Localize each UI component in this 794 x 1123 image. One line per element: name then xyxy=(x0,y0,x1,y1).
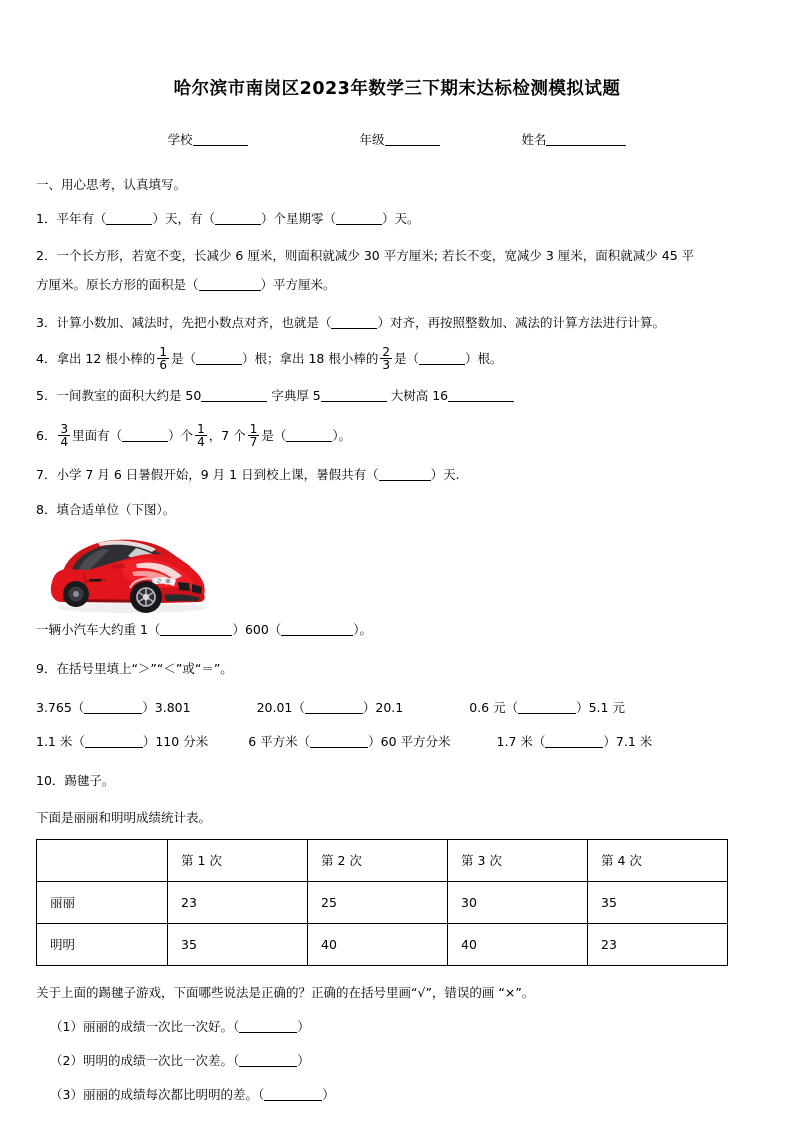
q8-text: 填合适单位（下图）。 xyxy=(56,501,176,517)
q9-blank-3[interactable] xyxy=(518,701,576,715)
q2-line-1: 一个长方形，若宽不变，长减少 6 厘米，则面积就减少 30 平方厘米; 若长不变，宽减少 3 厘米，面积就减少 45 平 xyxy=(56,248,695,264)
header-fields xyxy=(36,130,758,148)
q10-subquestion-2 xyxy=(36,1051,758,1069)
q6-text-5: ）。 xyxy=(332,427,352,443)
q9-blank-2[interactable] xyxy=(305,701,363,715)
sub3-label: （3） xyxy=(50,1086,83,1102)
table-row xyxy=(37,881,728,923)
q2-blank[interactable] xyxy=(199,277,261,291)
red-sports-car-image xyxy=(40,530,214,616)
column-header-2: 第 2 次 xyxy=(308,839,448,881)
q8-blank-2[interactable] xyxy=(281,623,353,637)
question-number: 8． xyxy=(36,501,57,517)
name-label: 姓名 xyxy=(521,131,547,147)
question-1 xyxy=(36,206,758,232)
numerator: 3 xyxy=(60,421,69,436)
q1-blank-1[interactable] xyxy=(106,211,152,225)
q5-text-2: 字典厚 5 xyxy=(271,387,321,403)
cell-lili-4: 35 xyxy=(588,881,728,923)
cell-mingming-4: 23 xyxy=(588,923,728,965)
cell-mingming-2: 40 xyxy=(308,923,448,965)
question-2 xyxy=(36,242,758,298)
section-heading: 一、用心思考，认真填写。 xyxy=(36,176,187,192)
cell-lili-1: 23 xyxy=(168,881,308,923)
q9-row-1 xyxy=(36,698,758,716)
q5-text-3: 大树高 16 xyxy=(390,387,449,403)
sub3-text: 丽丽的成绩每次都比明明的差。（ xyxy=(82,1086,265,1102)
q10-followup-prompt: 关于上面的踢毽子游戏，下面哪些说法是正确的？正确的在括号里画“√”，错误的画 “×”。 xyxy=(36,984,535,1000)
q2-line-2a: 方厘米。原长方形的面积是（ xyxy=(36,276,199,292)
question-10 xyxy=(36,768,758,794)
question-number: 1． xyxy=(36,210,57,226)
q4-text-1: 拿出 12 根小棒的 xyxy=(56,351,156,367)
cell-lili-3: 30 xyxy=(448,881,588,923)
row-label-lili: 丽丽 xyxy=(37,881,168,923)
sub1-close: ） xyxy=(297,1018,310,1034)
q8-caption-b: ）600（ xyxy=(232,622,282,638)
fraction-one-sixth xyxy=(157,346,169,371)
q2-line-2b: ）平方厘米。 xyxy=(260,276,336,292)
grade-label: 年级 xyxy=(359,131,385,147)
q9-r2-right-2: ）60 平方分米 xyxy=(368,734,451,749)
q1-text-3: ）个星期零（ xyxy=(260,210,336,226)
q5-blank-1[interactable] xyxy=(201,388,267,402)
fraction-two-thirds xyxy=(380,346,392,371)
sub2-text: 明明的成绩一次比一次差。（ xyxy=(82,1052,240,1068)
question-number: 2． xyxy=(36,248,57,264)
sub3-blank[interactable] xyxy=(264,1087,322,1101)
question-8 xyxy=(36,497,758,523)
q1-text-4: ）天。 xyxy=(382,210,420,226)
q1-blank-2[interactable] xyxy=(215,211,261,225)
question-9 xyxy=(36,656,758,682)
page-content xyxy=(36,0,758,1103)
q1-text-2: ）天，有（ xyxy=(152,210,215,226)
sub2-close: ） xyxy=(297,1052,310,1068)
cell-mingming-1: 35 xyxy=(168,923,308,965)
question-number: 9． xyxy=(36,661,57,677)
table-header-row xyxy=(37,839,728,881)
denominator: 4 xyxy=(60,434,69,449)
q6-blank-1[interactable] xyxy=(122,428,168,442)
question-number: 6． xyxy=(36,427,57,443)
numerator: 2 xyxy=(382,345,390,360)
school-input[interactable] xyxy=(193,132,248,146)
q4-blank-1[interactable] xyxy=(196,352,242,366)
q9-r2-left-2: 6 平方米（ xyxy=(248,734,311,749)
q10-subquestion-1 xyxy=(36,1017,758,1035)
column-header-3: 第 3 次 xyxy=(448,839,588,881)
question-number: 3． xyxy=(36,314,57,330)
sub2-blank[interactable] xyxy=(239,1053,297,1067)
question-number: 7． xyxy=(36,467,57,483)
q9-r1-left-3: 0.6 元（ xyxy=(469,700,519,715)
table-corner-cell xyxy=(37,839,168,881)
q6-text-3: ，7 个 xyxy=(208,427,246,443)
page-title: 哈尔滨市南岗区2023年数学三下期末达标检测模拟试题 xyxy=(173,79,621,99)
q9-r2-right-1: ）110 分米 xyxy=(142,734,209,749)
q5-blank-2[interactable] xyxy=(321,388,387,402)
q3-text-2: ）对齐，再按照整数加、减法的计算方法进行计算。 xyxy=(377,314,665,330)
q5-blank-3[interactable] xyxy=(448,388,514,402)
q9-r1-left-1: 3.765（ xyxy=(36,700,85,715)
q9-blank-1[interactable] xyxy=(84,701,142,715)
fraction-three-quarters xyxy=(58,423,70,448)
car-image-block xyxy=(36,530,758,616)
column-header-1: 第 1 次 xyxy=(168,839,308,881)
q6-blank-2[interactable] xyxy=(286,428,332,442)
q9-blank-5[interactable] xyxy=(310,735,368,749)
question-3 xyxy=(36,310,758,336)
numerator: 1 xyxy=(197,421,205,436)
score-table xyxy=(36,839,728,966)
column-header-4: 第 4 次 xyxy=(588,839,728,881)
q4-text-5: ）根。 xyxy=(464,351,503,367)
sub1-label: （1） xyxy=(50,1018,83,1034)
q9-r2-left-3: 1.7 米（ xyxy=(496,734,546,749)
sub3-close: ） xyxy=(322,1086,335,1102)
q3-blank[interactable] xyxy=(331,315,377,329)
q7-text-1: 小学 7 月 6 日暑假开始，9 月 1 日到校上课，暑假共有（ xyxy=(56,467,379,483)
q8-caption-a: 一辆小汽车大约重 1（ xyxy=(36,622,161,638)
q8-caption xyxy=(36,620,758,638)
table-row xyxy=(37,923,728,965)
q9-blank-6[interactable] xyxy=(545,735,603,749)
q1-text-1: 平年有（ xyxy=(56,210,107,226)
q9-r2-left-1: 1.1 米（ xyxy=(36,734,85,749)
sub2-label: （2） xyxy=(50,1052,83,1068)
q9-r1-right-3: ）5.1 元 xyxy=(576,700,625,715)
q4-text-4: 是（ xyxy=(393,351,419,367)
sub1-blank[interactable] xyxy=(239,1019,297,1033)
numerator: 1 xyxy=(159,345,167,360)
q10-title: 踢毽子。 xyxy=(64,773,115,788)
row-label-mingming: 明明 xyxy=(37,923,168,965)
numerator: 1 xyxy=(249,421,258,436)
name-input[interactable] xyxy=(546,132,626,146)
q4-text-3: ）根；拿出 18 根小棒的 xyxy=(241,351,379,367)
q9-r1-right-2: ）20.1 xyxy=(362,700,404,715)
q6-text-2: ）个 xyxy=(168,427,194,443)
q10-subquestion-3 xyxy=(36,1085,758,1103)
q9-r2-right-3: ）7.1 米 xyxy=(603,734,653,749)
q3-text-1: 计算小数加、减法时，先把小数点对齐，也就是（ xyxy=(56,314,332,330)
denominator: 4 xyxy=(197,434,205,449)
denominator: 7 xyxy=(249,434,258,449)
q7-blank[interactable] xyxy=(379,468,431,482)
q6-text-4: 是（ xyxy=(261,427,287,443)
school-label: 学校 xyxy=(167,131,193,147)
q5-text-1: 一间教室的面积大约是 50 xyxy=(56,387,202,403)
q4-text-2: 是（ xyxy=(170,351,196,367)
denominator: 3 xyxy=(382,358,390,373)
q9-prompt: 在括号里填上“＞”“＜”或“＝”。 xyxy=(56,661,233,677)
cell-lili-2: 25 xyxy=(308,881,448,923)
school-field xyxy=(168,130,248,148)
question-5 xyxy=(36,383,758,409)
q8-blank-1[interactable] xyxy=(160,623,232,637)
grade-input[interactable] xyxy=(385,132,440,146)
q6-text-1: 里面有（ xyxy=(72,427,123,443)
question-4 xyxy=(36,346,758,372)
name-field xyxy=(521,130,626,148)
q7-text-2: ）天. xyxy=(430,467,460,483)
q1-blank-3[interactable] xyxy=(336,211,382,225)
grade-field xyxy=(359,130,439,148)
q9-r1-right-1: ）3.801 xyxy=(142,700,191,715)
question-number: 10． xyxy=(36,773,65,788)
q9-row-2 xyxy=(36,732,758,750)
q9-blank-4[interactable] xyxy=(85,735,143,749)
question-number: 5． xyxy=(36,387,57,403)
sub1-text: 丽丽的成绩一次比一次好。（ xyxy=(82,1018,240,1034)
q9-r1-left-2: 20.01（ xyxy=(256,700,305,715)
question-7 xyxy=(36,462,758,488)
q8-caption-c: ）。 xyxy=(353,622,373,638)
cell-mingming-3: 40 xyxy=(448,923,588,965)
question-number: 4． xyxy=(36,351,57,367)
fraction-one-seventh xyxy=(248,423,260,448)
fraction-one-quarter xyxy=(195,423,207,448)
q4-blank-2[interactable] xyxy=(419,352,465,366)
q10-table-intro: 下面是丽丽和明明成绩统计表。 xyxy=(36,809,212,825)
denominator: 6 xyxy=(159,358,167,373)
question-6 xyxy=(36,423,758,449)
